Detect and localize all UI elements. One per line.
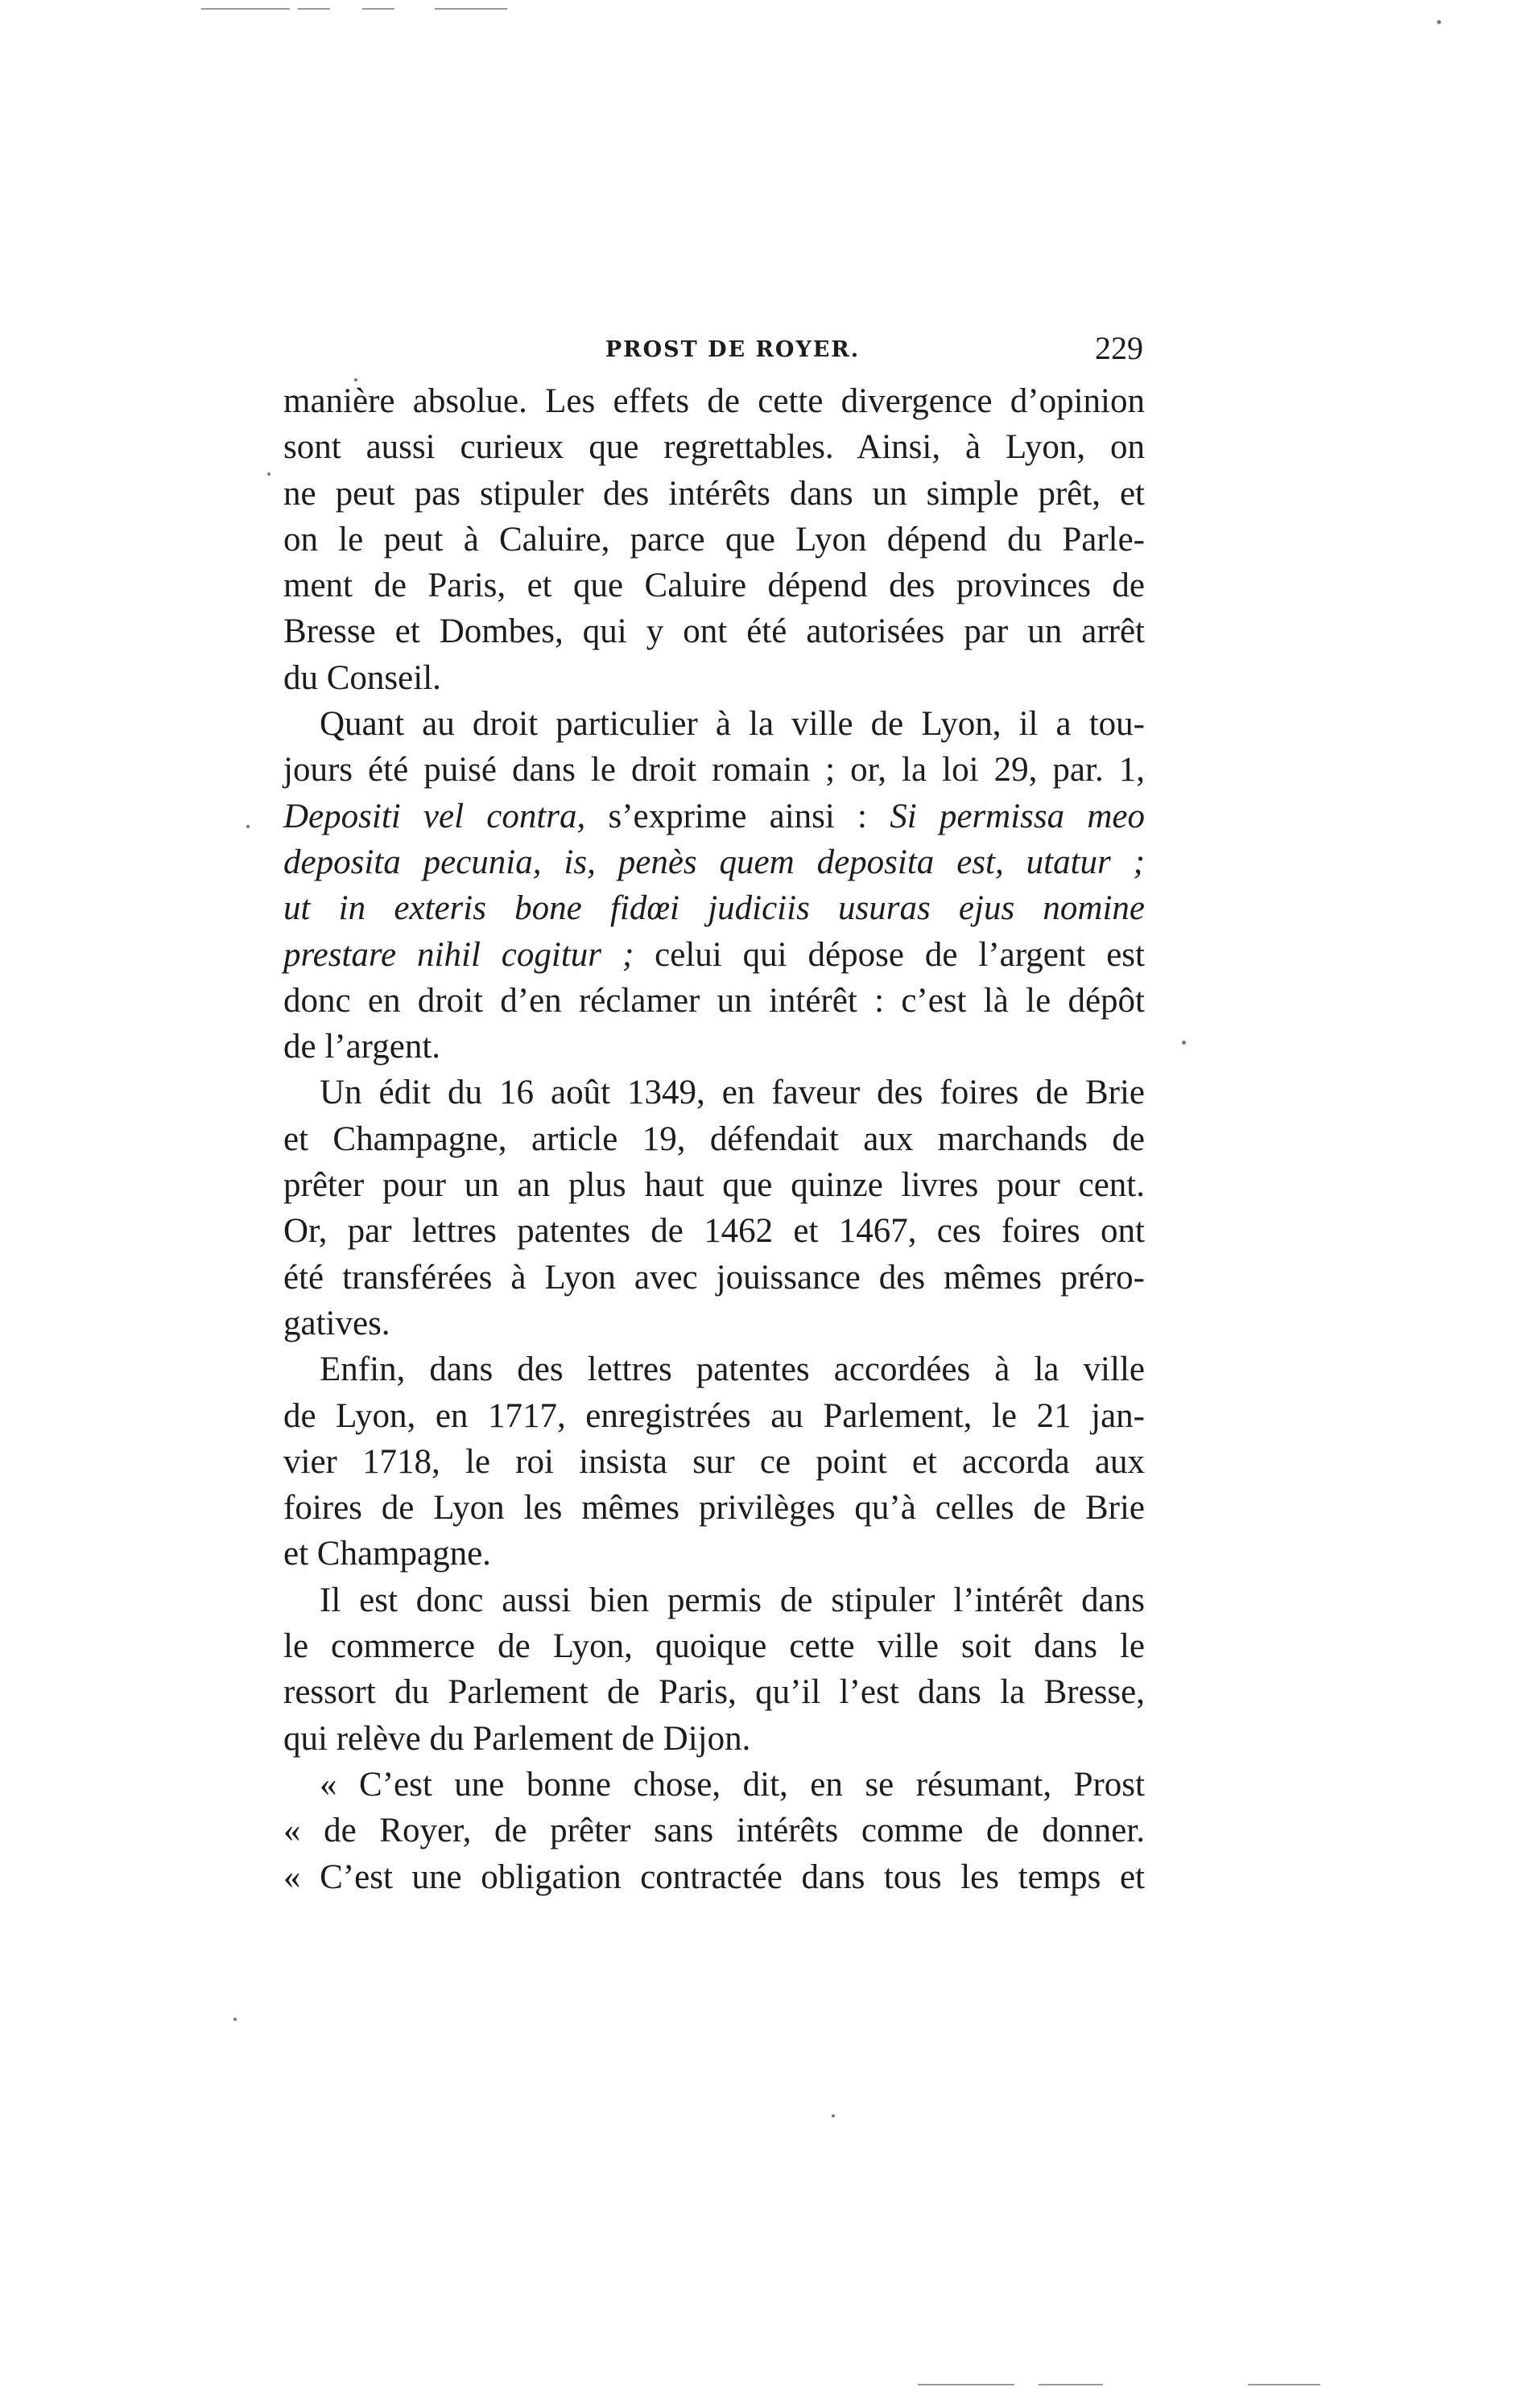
scan-mark	[362, 8, 394, 10]
latin-citation: prestare nihil cogitur ;	[283, 935, 634, 974]
text-line: et Champagne.	[283, 1535, 491, 1573]
speck	[1437, 20, 1441, 24]
text-line: et Champagne, article 19, défendait aux marchands de	[283, 1119, 1145, 1158]
text-line: jours été puisé dans le droit romain ; or, la loi 29, par. 1,	[283, 751, 1145, 790]
running-head	[282, 326, 1183, 374]
text-line: ment de Paris, et que Caluire dépend des provinces de	[283, 567, 1145, 605]
speck	[233, 2018, 237, 2021]
text-line: foires de Lyon les mêmes privilèges qu’à celles de Brie	[283, 1489, 1145, 1528]
speck	[1182, 1041, 1186, 1045]
text-line: manière absolue. Les effets de cette divergence d’opinion	[283, 382, 1145, 420]
text-line	[283, 932, 1145, 978]
text-line	[283, 794, 1145, 839]
speck	[246, 825, 250, 828]
text-line: du Conseil.	[283, 658, 441, 697]
page-number: 229	[1095, 330, 1143, 366]
speck	[267, 472, 271, 476]
scan-mark	[1039, 2384, 1103, 2385]
latin-citation: Depositi vel contra,	[283, 797, 586, 835]
text-line: Un édit du 16 août 1349, en faveur des foires de Brie	[320, 1074, 1145, 1112]
text-line: Bresse et Dombes, qui y ont été autorisées par un arrêt	[283, 612, 1145, 651]
text-line: le commerce de Lyon, quoique cette ville soit dans le	[283, 1627, 1145, 1666]
running-title: PROST DE ROYER.	[605, 337, 861, 362]
text-line: sont aussi curieux que regrettables. Ainsi, à Lyon, on	[283, 428, 1145, 467]
text-line: « de Royer, de prêter sans intérêts comme de donner.	[283, 1812, 1145, 1850]
scan-mark	[435, 8, 507, 10]
body-text	[283, 378, 1145, 1900]
text-line: « C’est une bonne chose, dit, en se résumant, Prost	[320, 1765, 1145, 1804]
text-line: Quant au droit particulier à la ville de Lyon, il a tou-	[320, 705, 1145, 744]
latin-quote-line: deposita pecunia, is, penès quem deposita est, utatur ;	[283, 843, 1145, 881]
text-line: ne peut pas stipuler des intérêts dans un simple prêt, et	[283, 474, 1145, 513]
text-line: on le peut à Caluire, parce que Lyon dépend du Parle-	[283, 520, 1145, 559]
text-fragment: celui qui dépose de l’argent est	[634, 935, 1145, 974]
text-line: donc en droit d’en réclamer un intérêt : c’est là le dépôt	[283, 981, 1145, 1020]
text-line: été transférées à Lyon avec jouissance des mêmes préro-	[283, 1258, 1145, 1297]
text-line: prêter pour un an plus haut que quinze livres pour cent.	[283, 1166, 1145, 1205]
scan-mark	[1248, 2384, 1320, 2385]
text-line: gatives.	[283, 1304, 390, 1342]
text-line: de Lyon, en 1717, enregistrées au Parlement, le 21 jan-	[283, 1396, 1145, 1435]
scan-mark	[918, 2384, 1014, 2385]
text-line: vier 1718, le roi insista sur ce point et accorda aux	[283, 1442, 1145, 1481]
text-line: Or, par lettres patentes de 1462 et 1467, ces foires ont	[283, 1212, 1145, 1251]
text-fragment: s’exprime ainsi :	[585, 797, 890, 835]
text-line: « C’est une obligation contractée dans tous les temps et	[283, 1858, 1145, 1896]
text-line: ressort du Parlement de Paris, qu’il l’est dans la Bresse,	[283, 1673, 1145, 1712]
speck	[832, 2114, 835, 2117]
scan-mark	[298, 8, 330, 10]
text-line: Il est donc aussi bien permis de stipuler l’intérêt dans	[320, 1581, 1145, 1619]
text-line: qui relève du Parlement de Dijon.	[283, 1719, 751, 1758]
text-line: Enfin, dans des lettres patentes accordées à la ville	[320, 1350, 1145, 1389]
scan-mark	[201, 8, 290, 10]
text-line: de l’argent.	[283, 1028, 441, 1066]
latin-quote-line: ut in exteris bone fidœi judiciis usuras ejus nomine	[283, 889, 1145, 928]
latin-citation: Si permissa meo	[890, 797, 1145, 835]
